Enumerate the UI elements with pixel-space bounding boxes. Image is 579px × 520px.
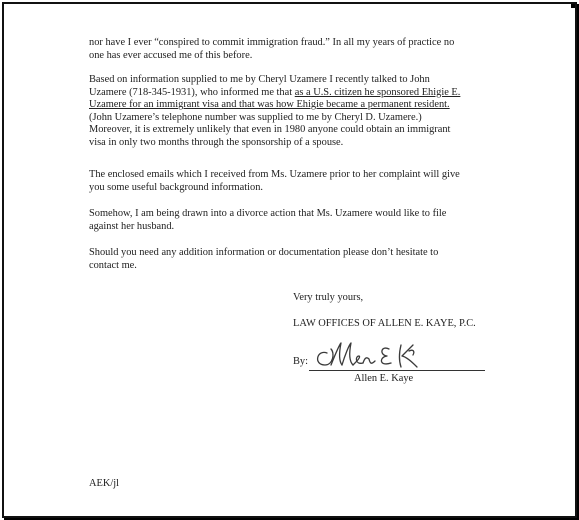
text-line bbox=[89, 87, 509, 100]
text-line: Based on information supplied to me by Cheryl Uzamere I recently talked to John bbox=[89, 74, 430, 85]
paragraph-1 bbox=[89, 37, 509, 62]
typist-initials: AEK/jl bbox=[89, 478, 120, 489]
signature-line bbox=[309, 370, 485, 371]
corner-mark bbox=[571, 4, 575, 8]
text-line: Should you need any addition information or documentation please don’t hesitate to bbox=[89, 247, 439, 258]
letter-page bbox=[4, 4, 575, 516]
text-line: nor have I ever “conspired to commit immigration fraud.” In all my years of practice no bbox=[89, 37, 455, 48]
document-frame bbox=[2, 2, 577, 518]
signer-name: Allen E. Kaye bbox=[354, 373, 414, 384]
underlined-text: Uzamere for an immigrant visa and that was how Ehigie became a permanent resident. bbox=[89, 99, 450, 111]
paragraph-5 bbox=[89, 247, 509, 272]
text-line: (John Uzamere’s telephone number was supplied to me by Cheryl D. Uzamere.) bbox=[89, 111, 422, 123]
handwritten-signature bbox=[309, 339, 429, 373]
text-line: you some useful background information. bbox=[89, 181, 264, 193]
text-line: Somehow, I am being drawn into a divorce action that Ms. Uzamere would like to file bbox=[89, 208, 447, 219]
text-line: The enclosed emails which I received from Ms. Uzamere prior to her complaint will give bbox=[89, 169, 460, 180]
underlined-text: as a U.S. citizen he sponsored Ehigie E. bbox=[294, 86, 461, 98]
text-line: against her husband. bbox=[89, 220, 175, 232]
text-line: contact me. bbox=[89, 259, 137, 271]
text-line: Moreover, it is extremely unlikely that even in 1980 anyone could obtain an immigrant bbox=[89, 124, 451, 136]
text-line: visa in only two months through the sponsorship of a spouse. bbox=[89, 136, 344, 148]
firm-name: LAW OFFICES OF ALLEN E. KAYE, P.C. bbox=[293, 318, 476, 329]
paragraph-3 bbox=[89, 169, 509, 194]
paragraph-4 bbox=[89, 208, 509, 233]
by-label: By: bbox=[293, 356, 309, 367]
text-segment: Uzamere (718-345-1931), who informed me that bbox=[89, 86, 295, 98]
paragraph-2 bbox=[89, 74, 509, 150]
closing-salutation: Very truly yours, bbox=[293, 292, 364, 303]
text-line: one has ever accused me of this before. bbox=[89, 49, 253, 61]
